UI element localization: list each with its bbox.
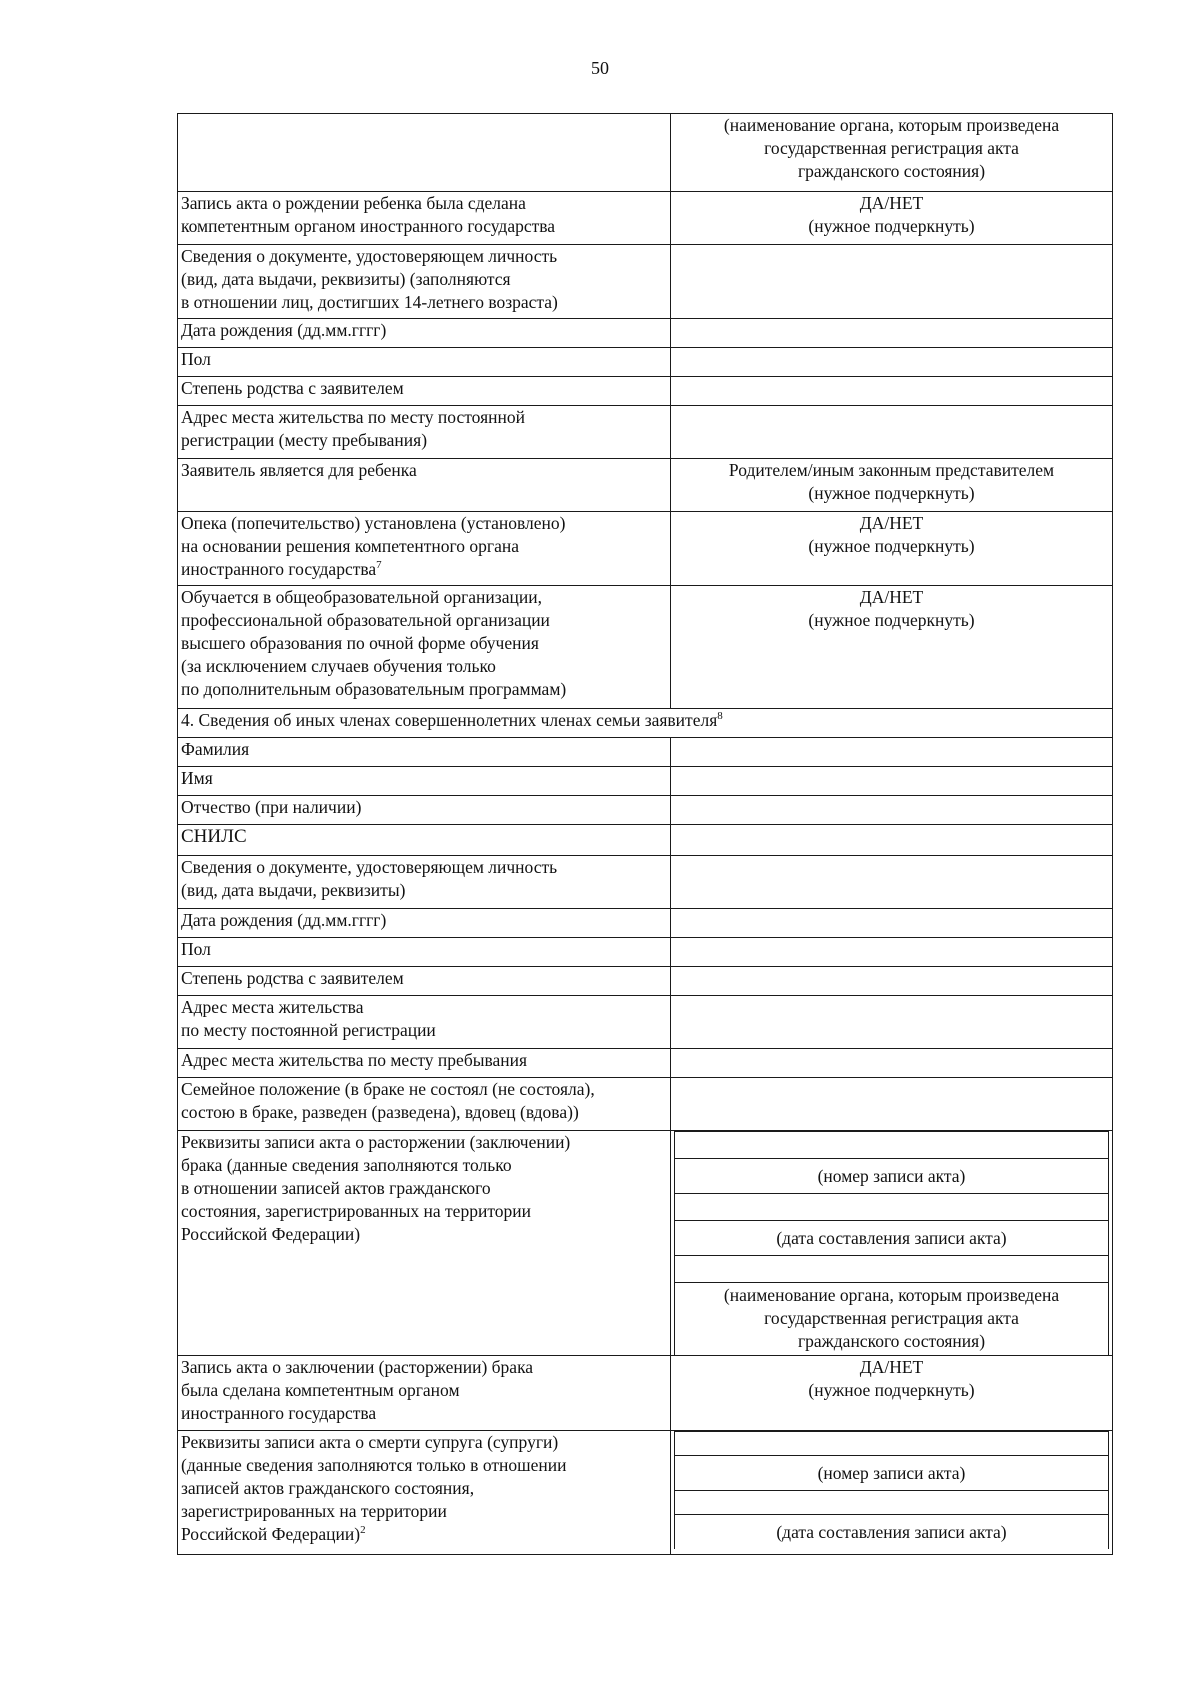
identity-doc-label: Сведения о документе, удостоверяющем личность (вид, дата выдачи, реквизиты) (заполняются в отношении лиц, достигших 14-летнего возраста) <box>178 245 671 319</box>
address-field[interactable] <box>671 406 1113 459</box>
sex-field[interactable] <box>671 348 1113 377</box>
birth-foreign-value[interactable]: ДА/НЕТ (нужное подчеркнуть) <box>671 192 1113 245</box>
marriage-foreign-label: Запись акта о заключении (расторжении) брака была сделана компетентным органом иностранного государства <box>178 1356 671 1431</box>
member-identity-doc-field[interactable] <box>671 856 1113 909</box>
birth-date-field[interactable] <box>671 319 1113 348</box>
table-row <box>178 738 1113 767</box>
address-label: Адрес места жительства по месту постоянной регистрации (месту пребывания) <box>178 406 671 459</box>
death-record-number-caption: (номер записи акта) <box>675 1456 1109 1491</box>
section-heading-row <box>178 709 1113 738</box>
member-birth-date-field[interactable] <box>671 909 1113 938</box>
table-row <box>178 192 1113 245</box>
table-row <box>178 825 1113 856</box>
table-row <box>178 767 1113 796</box>
table-row <box>178 586 1113 709</box>
record-date-caption: (дата составления записи акта) <box>675 1221 1109 1256</box>
table-row <box>178 1431 1113 1555</box>
name-label: Имя <box>178 767 671 796</box>
member-sex-label: Пол <box>178 938 671 967</box>
marriage-record-label: Реквизиты записи акта о расторжении (заключении) брака (данные сведения заполняются только в отношении записей актов гражданского состояния, зарегистрированных на территории Российской Федерации) <box>178 1131 671 1356</box>
death-record-fields <box>671 1431 1113 1555</box>
authority-field[interactable] <box>675 1256 1109 1283</box>
death-record-date-field[interactable] <box>675 1491 1109 1515</box>
table-row <box>178 377 1113 406</box>
applicant-is-value[interactable]: Родителем/иным законным представителем (нужное подчеркнуть) <box>671 459 1113 512</box>
table-row <box>178 406 1113 459</box>
table-row <box>178 459 1113 512</box>
marital-label: Семейное положение (в браке не состоял (не состояла), состою в браке, разведен (разведена), вдовец (вдова)) <box>178 1078 671 1131</box>
empty-cell <box>178 114 671 192</box>
footnote-mark: 2 <box>360 1524 366 1537</box>
footnote-mark: 8 <box>717 710 723 723</box>
member-relation-field[interactable] <box>671 967 1113 996</box>
relation-field[interactable] <box>671 377 1113 406</box>
table-row <box>178 1356 1113 1431</box>
snils-label: СНИЛС <box>178 825 671 856</box>
studies-value[interactable]: ДА/НЕТ (нужное подчеркнуть) <box>671 586 1113 709</box>
relation-label: Степень родства с заявителем <box>178 377 671 406</box>
footnote-mark: 7 <box>376 559 382 572</box>
table-row <box>178 996 1113 1049</box>
surname-label: Фамилия <box>178 738 671 767</box>
patronymic-field[interactable] <box>671 796 1113 825</box>
table-row <box>178 512 1113 586</box>
application-form-table <box>177 113 1113 1555</box>
table-row <box>178 856 1113 909</box>
marriage-record-fields <box>671 1131 1113 1356</box>
marriage-foreign-value[interactable]: ДА/НЕТ (нужное подчеркнуть) <box>671 1356 1113 1431</box>
identity-doc-field[interactable] <box>671 245 1113 319</box>
death-record-date-caption: (дата составления записи акта) <box>675 1515 1109 1550</box>
table-row <box>178 796 1113 825</box>
address-temp-label: Адрес места жительства по месту пребывания <box>178 1049 671 1078</box>
sex-label: Пол <box>178 348 671 377</box>
table-row <box>178 1078 1113 1131</box>
studies-label: Обучается в общеобразовательной организации, профессиональной образовательной организации высшего образования по очной форме обучения (за исключением случаев обучения только по дополнительным образовательным программам) <box>178 586 671 709</box>
record-number-field[interactable] <box>675 1132 1109 1159</box>
death-record-subtable <box>674 1431 1109 1549</box>
applicant-is-label: Заявитель является для ребенка <box>178 459 671 512</box>
section-4-title: 4. Сведения об иных членах совершеннолетних членах семьи заявителя$^8$ <box>178 709 1113 738</box>
member-birth-date-label: Дата рождения (дд.мм.гггг) <box>178 909 671 938</box>
record-date-field[interactable] <box>675 1194 1109 1221</box>
table-row <box>178 909 1113 938</box>
guardianship-value[interactable]: ДА/НЕТ (нужное подчеркнуть) <box>671 512 1113 586</box>
authority-caption: (наименование органа, которым произведена государственная регистрация акта гражданского состояния) <box>675 1283 1109 1356</box>
authority-caption: (наименование органа, которым произведена государственная регистрация акта гражданского состояния) <box>671 114 1113 192</box>
address-perm-label: Адрес места жительства по месту постоянной регистрации <box>178 996 671 1049</box>
table-row <box>178 348 1113 377</box>
table-row <box>178 1049 1113 1078</box>
name-field[interactable] <box>671 767 1113 796</box>
table-row <box>178 967 1113 996</box>
member-identity-doc-label: Сведения о документе, удостоверяющем личность (вид, дата выдачи, реквизиты) <box>178 856 671 909</box>
guardianship-label: Опека (попечительство) установлена (установлено) на основании решения компетентного органа иностранного государства$^7$ <box>178 512 671 586</box>
table-row <box>178 245 1113 319</box>
birth-date-label: Дата рождения (дд.мм.гггг) <box>178 319 671 348</box>
record-number-caption: (номер записи акта) <box>675 1159 1109 1194</box>
birth-foreign-label: Запись акта о рождении ребенка была сделана компетентным органом иностранного государства <box>178 192 671 245</box>
address-perm-field[interactable] <box>671 996 1113 1049</box>
marital-field[interactable] <box>671 1078 1113 1131</box>
snils-field[interactable] <box>671 825 1113 856</box>
table-row <box>178 319 1113 348</box>
address-temp-field[interactable] <box>671 1049 1113 1078</box>
member-relation-label: Степень родства с заявителем <box>178 967 671 996</box>
page-number: 50 <box>591 58 609 78</box>
death-record-number-field[interactable] <box>675 1432 1109 1456</box>
marriage-record-subtable <box>674 1131 1109 1355</box>
surname-field[interactable] <box>671 738 1113 767</box>
patronymic-label: Отчество (при наличии) <box>178 796 671 825</box>
table-row <box>178 114 1113 192</box>
member-sex-field[interactable] <box>671 938 1113 967</box>
death-record-label: Реквизиты записи акта о смерти супруга (супруги) (данные сведения заполняются только в отношении записей актов гражданского состояния, зарегистрированных на территории Российской Федерации)$^2$ <box>178 1431 671 1555</box>
table-row <box>178 1131 1113 1356</box>
table-row <box>178 938 1113 967</box>
